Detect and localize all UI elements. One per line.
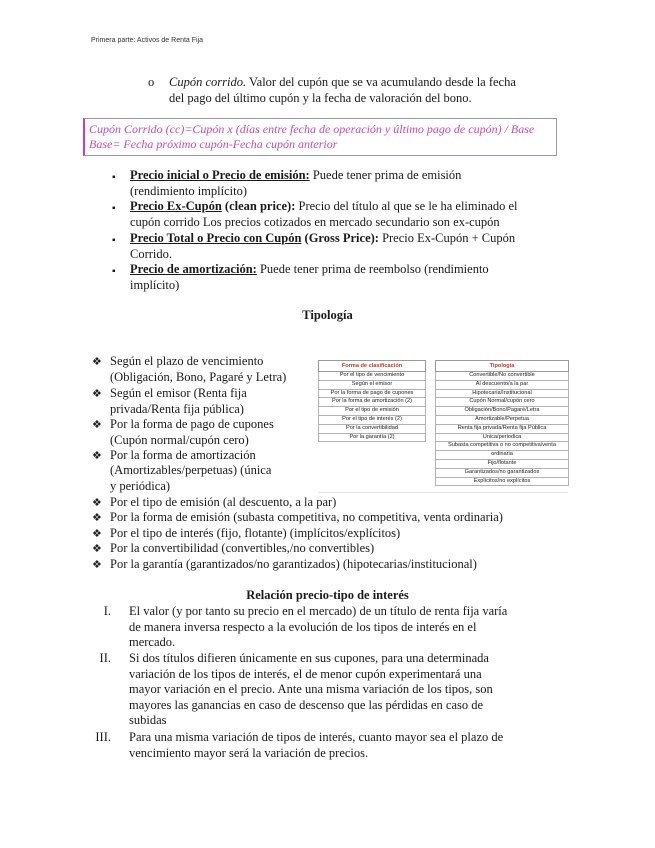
list-marker: o — [148, 75, 155, 89]
price-item-3-line-2: Corrido. — [130, 247, 173, 261]
classification-table-right — [435, 360, 569, 486]
price-term: Precio de amortización: — [130, 262, 257, 276]
diamond-bullet: ❖ — [92, 419, 102, 431]
tipologia-line: Por la forma de amortización — [110, 448, 256, 462]
table-cell: Fijo/flotante — [436, 459, 569, 468]
relacion-line: subidas — [129, 713, 167, 728]
tipologia-line: (Amortizables/perpetuas) (única — [110, 463, 272, 477]
roman-numeral: II. — [99, 651, 111, 665]
formula-line-2: Base= Fecha próximo cupón-Fecha cupón anterior — [89, 137, 338, 151]
roman-numeral: III. — [95, 730, 111, 744]
table-cell: Por la forma de amortización (2) — [319, 398, 426, 407]
image-divider — [318, 492, 568, 493]
table-cell: Renta fija privada/Renta fija Pública — [436, 424, 569, 433]
diamond-bullet: ❖ — [92, 356, 102, 368]
table-cell: Subasta competitiva o no competitiva/venta — [436, 442, 569, 451]
price-item-2-line-1 — [130, 199, 518, 214]
price-item-2-line-2: cupón corrido Los precios cotizados en mercado secundario son ex-cupón — [130, 215, 500, 229]
table-cell: Cupón Normal/cupón cero — [436, 398, 569, 407]
table-cell: Por el tipo de emisión — [319, 407, 426, 416]
table-cell: Por la convertibilidad — [319, 424, 426, 433]
tipologia-line: Por el tipo de interés (fijo, flotante) (implícitos/explícitos) — [110, 526, 401, 540]
tipologia-line: Por el tipo de emisión (al descuento, a la par) — [110, 495, 337, 509]
diamond-bullet: ❖ — [92, 388, 102, 400]
table-header: Forma de clasificación — [319, 361, 426, 372]
tipologia-line: Por la garantía (garantizados/no garantizados) (hipotecarias/institucional) — [110, 557, 477, 571]
relacion-line: Si dos títulos difieren únicamente en sus cupones, para una determinada — [129, 651, 489, 665]
relacion-line: El valor (y por tanto su precio en el mercado) de un título de renta fija varía — [129, 604, 508, 618]
formula-line-1: Cupón Corrido (cc)=Cupón x (días entre fecha de operación y último pago de cupón) / Base — [89, 122, 535, 136]
tipologia-line: y periódica) — [110, 479, 171, 493]
tipologia-line: Por la convertibilidad (convertibles,/no convertibles) — [110, 541, 375, 555]
relacion-line: mayor variación en el precio. Ante una misma variación de los tipos, son — [129, 682, 493, 697]
tipologia-line: Según el plazo de vencimiento — [110, 354, 264, 368]
table-cell: ordinaria — [436, 451, 569, 460]
price-text: Precio del título al que se le ha eliminado el — [295, 199, 518, 213]
coupon-term: Cupón corrido. — [169, 75, 247, 89]
price-term: Precio Ex-Cupón — [130, 199, 222, 213]
table-cell: Al descuento/a la par — [436, 380, 569, 389]
section-title-tipologia: Tipología — [302, 308, 353, 322]
price-item-3-line-1 — [130, 231, 515, 246]
coupon-text-1: Valor del cupón que se va acumulando desde la fecha — [249, 75, 516, 89]
table-cell: Según el emisor — [319, 380, 426, 389]
table-cell: Garantizados/no garantizados — [436, 468, 569, 477]
square-bullet: ▪ — [112, 203, 116, 214]
coupon-item-line-1 — [169, 75, 516, 90]
diamond-bullet: ❖ — [92, 543, 102, 555]
diamond-bullet: ❖ — [92, 497, 102, 509]
price-text: Puede tener prima de emisión — [309, 168, 462, 182]
price-item-4-line-1 — [130, 262, 489, 277]
price-extra: (clean price): — [221, 199, 296, 213]
roman-numeral: I. — [103, 604, 111, 618]
diamond-bullet: ❖ — [92, 528, 102, 540]
price-extra: (Gross Price): — [301, 231, 379, 245]
table-cell: Hipotecaria/Institucional — [436, 389, 569, 398]
price-term: Precio inicial o Precio de emisión: — [130, 168, 310, 182]
table-cell: Por el tipo de vencimiento — [319, 372, 426, 381]
relacion-line: vencimiento mayor será la variación de precios. — [129, 745, 369, 760]
diamond-bullet: ❖ — [92, 559, 102, 571]
formula-box — [83, 118, 557, 156]
price-item-4-line-2: implícito) — [130, 278, 180, 292]
relacion-line: mayores las ganancias en caso de descenso que las pérdidas en caso de — [129, 697, 484, 712]
table-header: Tipología — [436, 361, 569, 372]
diamond-bullet: ❖ — [92, 450, 102, 462]
tipologia-line: (Cupón normal/cupón cero) — [110, 433, 249, 447]
tipologia-line: Según el emisor (Renta fija — [110, 386, 247, 400]
table-cell: Amortizable/Perpetua — [436, 415, 569, 424]
table-cell: Por la forma de pago de cupones — [319, 389, 426, 398]
table-cell: Por el tipo de interés (2) — [319, 415, 426, 424]
table-cell: Por la garantía (2) — [319, 433, 426, 442]
square-bullet: ▪ — [112, 235, 116, 246]
price-item-1-line-1 — [130, 168, 461, 183]
price-term: Precio Total o Precio con Cupón — [130, 231, 302, 245]
coupon-item-line-2: del pago del último cupón y la fecha de valoración del bono. — [169, 91, 472, 105]
price-item-1-line-2: (rendimiento implícito) — [130, 184, 247, 198]
tipologia-line: Por la forma de emisión (subasta competitiva, no competitiva, venta ordinaria) — [110, 510, 503, 524]
table-cell: Unica/periodica — [436, 433, 569, 442]
square-bullet: ▪ — [112, 172, 116, 183]
relacion-line: mercado. — [129, 635, 176, 650]
tipologia-line: (Obligación, Bono, Pagaré y Letra) — [110, 370, 287, 384]
square-bullet: ▪ — [112, 266, 116, 277]
price-text: Precio Ex-Cupón + Cupón — [378, 231, 516, 245]
tipologia-line: privada/Renta fija pública) — [110, 402, 244, 416]
price-text: Puede tener prima de reembolso (rendimiento — [256, 262, 489, 276]
section-title-relacion: Relación precio-tipo de interés — [246, 588, 409, 602]
classification-table-left — [318, 360, 426, 442]
relacion-line: Para una misma variación de tipos de interés, cuanto mayor sea el plazo de — [129, 730, 504, 744]
table-cell: Explícitos/no explícitos — [436, 477, 569, 486]
running-header: Primera parte: Activos de Renta Fija — [91, 37, 204, 44]
relacion-line: variación de los tipos de interés, el de menor cupón experimentará una — [129, 666, 482, 681]
table-cell: Obligación/Bono/Pagaré/Letra — [436, 407, 569, 416]
relacion-line: de manera inversa respecto a la evolución de los tipos de interés en el — [129, 619, 477, 634]
tipologia-line: Por la forma de pago de cupones — [110, 417, 274, 431]
table-cell: Convertible/No convertible — [436, 372, 569, 381]
diamond-bullet: ❖ — [92, 512, 102, 524]
